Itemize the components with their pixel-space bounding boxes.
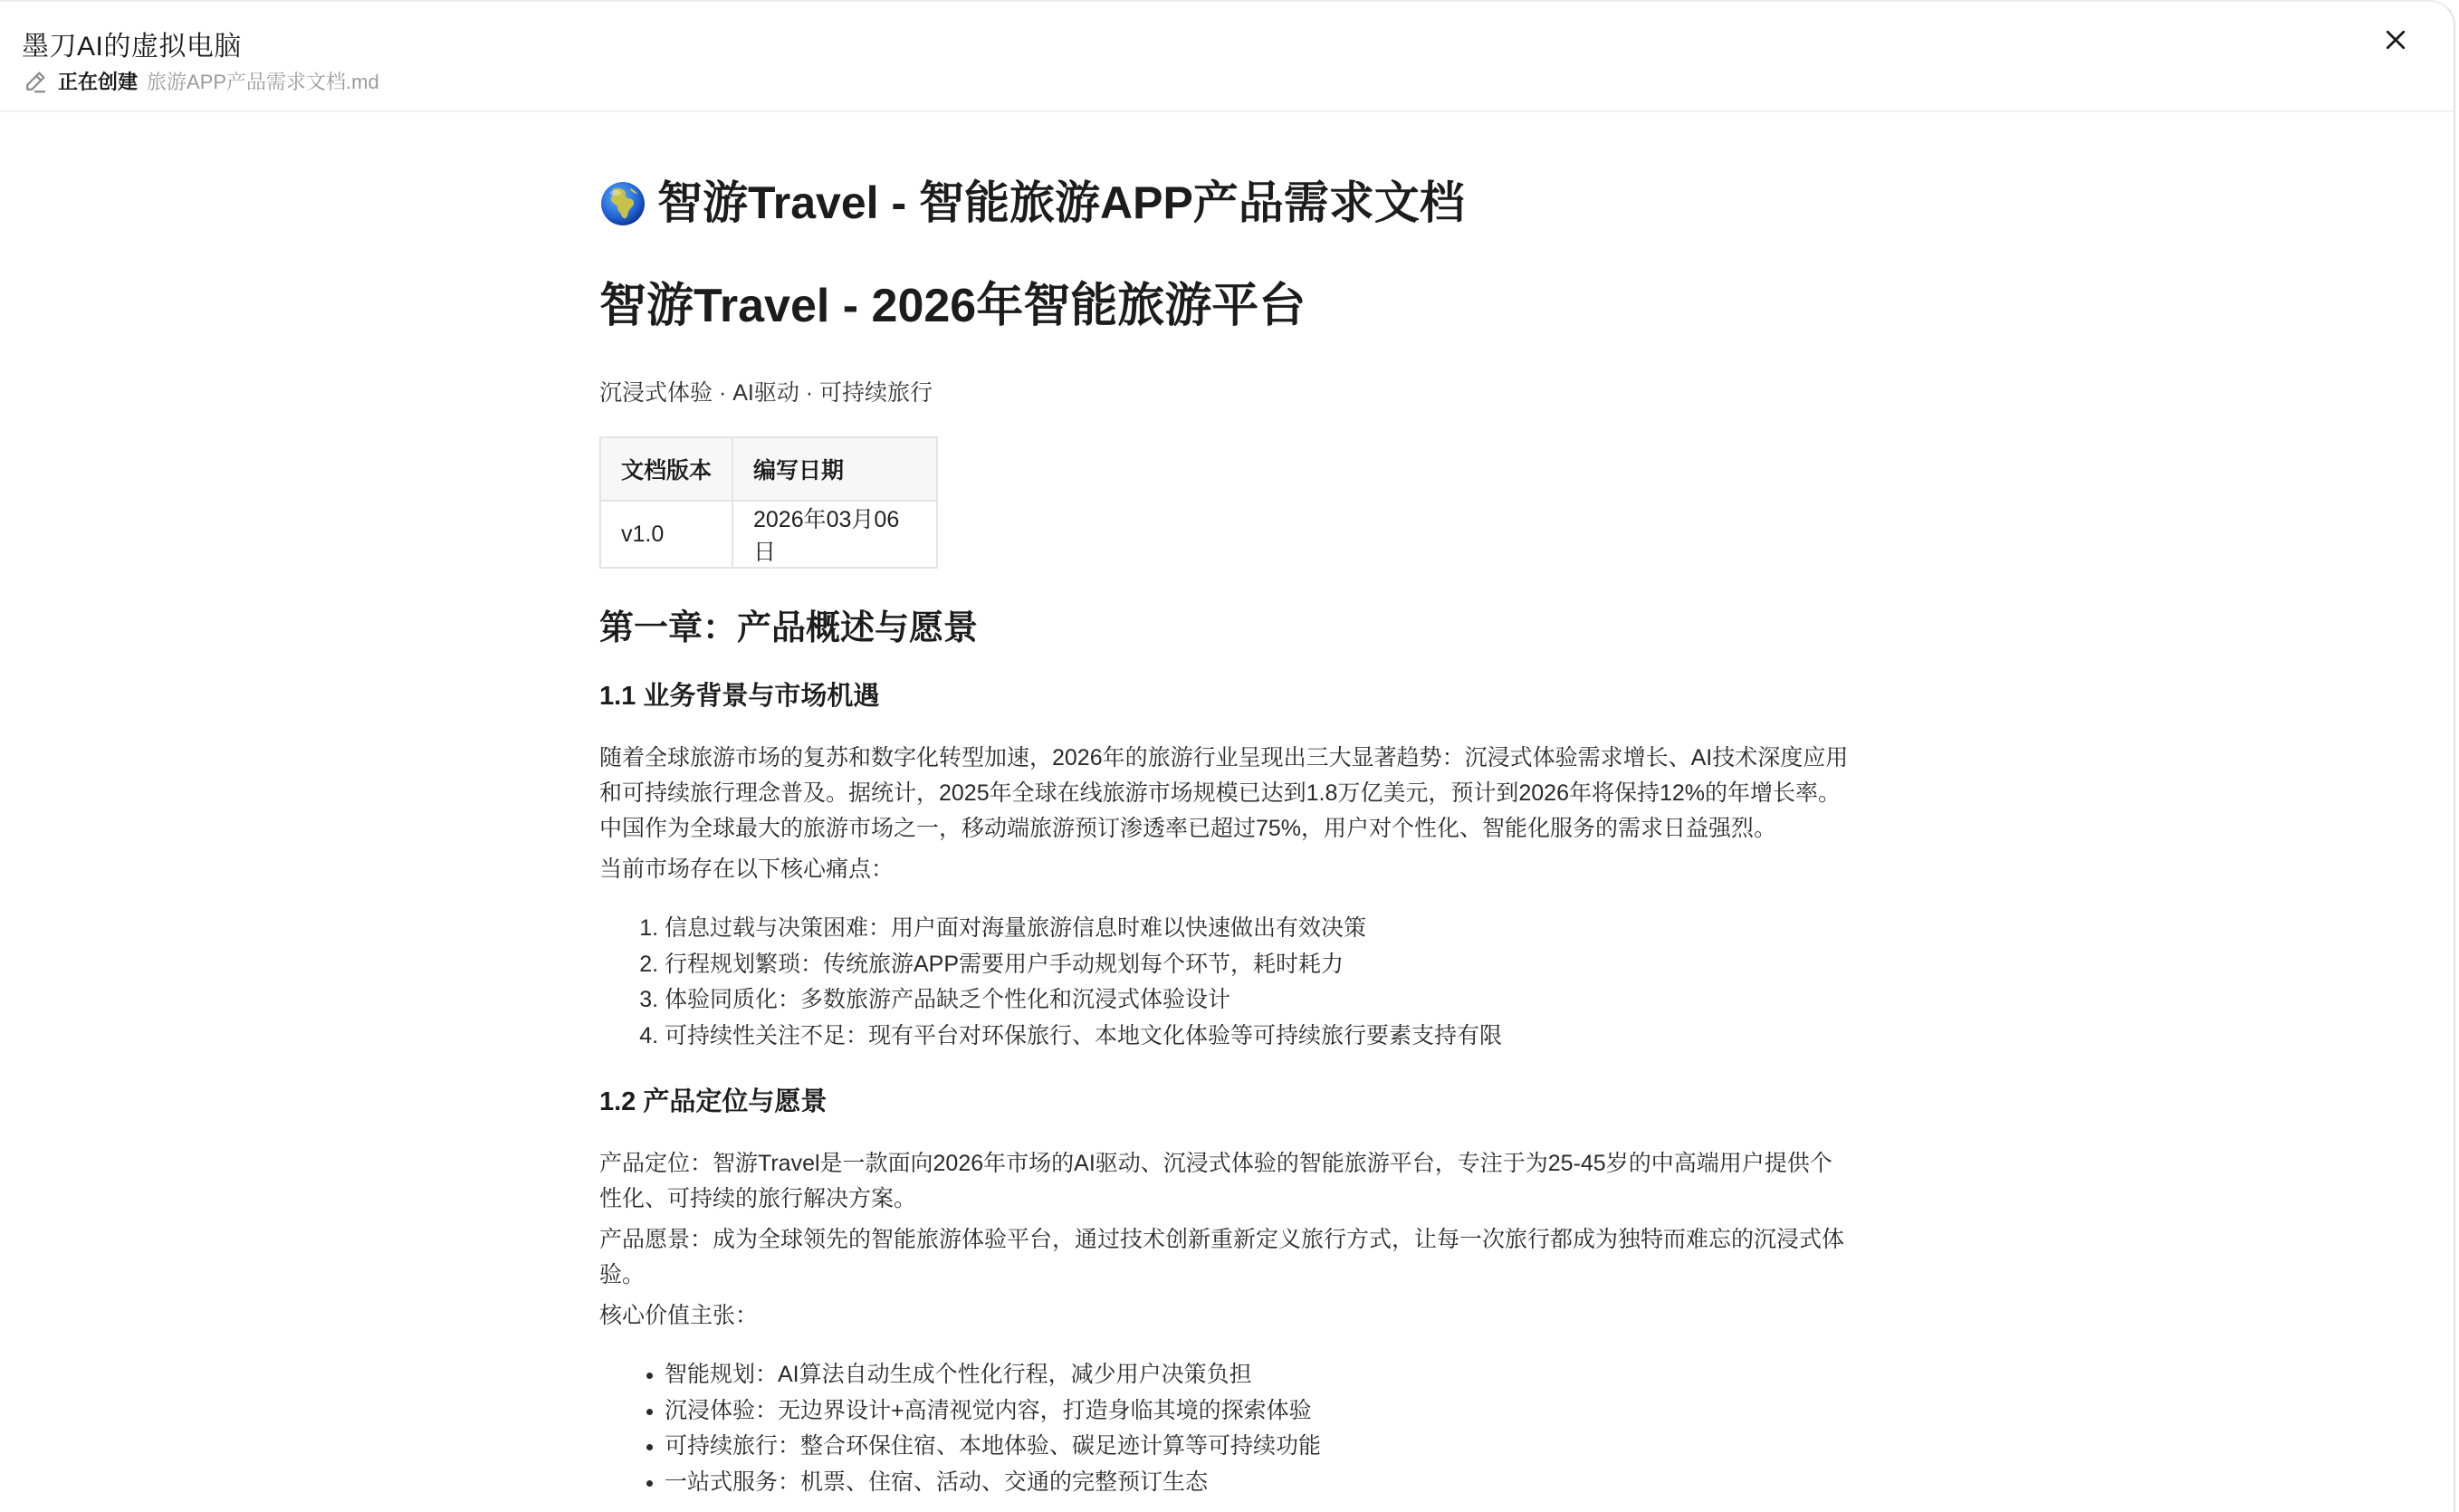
file-name: 旅游APP产品需求文档.md <box>147 71 379 93</box>
list-item: • 一站式服务：机票、住宿、活动、交通的完整预订生态 <box>665 1465 1849 1501</box>
list-item: • 沉浸体验：无边界设计+高清视觉内容，打造身临其境的探索体验 <box>665 1393 1849 1430</box>
table-cell-version: v1.0 <box>600 501 732 568</box>
status-label: 正在创建 <box>58 71 139 93</box>
document-subtitle: 智游Travel - 2026年智能旅游平台 <box>599 280 1306 332</box>
close-icon <box>2382 26 2409 58</box>
paragraph: 产品定位：智游Travel是一款面向2026年市场的AI驱动、沉浸式体验的智能旅游平台，专注于为25-45岁的中高端用户提供个性化、可持续的旅行解决方案。 <box>599 1151 1832 1211</box>
paragraph: 核心价值主张： <box>599 1303 759 1328</box>
paragraph: 随着全球旅游市场的复苏和数字化转型加速，2026年的旅游行业呈现出三大显著趋势：沉浸式体验需求增长、AI技术深度应用和可持续旅行理念普及。据统计，2025年全球在线旅游市场规模已达到1.8万亿美元，预计到2026年将保持12%的年增长率。中国作为全球最大的旅游市场之一，移动端旅游预订渗透率已超过75%，用户对个性化、智能化服务的需求日益强烈。 <box>599 745 1849 841</box>
section-heading: 1.2 产品定位与愿景 <box>599 1087 828 1116</box>
list-item: 4. 可持续性关注不足：现有平台对环保旅行、本地文化体验等可持续旅行要素支持有限 <box>665 1019 1849 1055</box>
list-item: 3. 体验同质化：多数旅游产品缺乏个性化和沉浸式体验设计 <box>665 982 1849 1019</box>
document-title-text: 智游Travel - 智能旅游APP产品需求文档 <box>657 177 1465 228</box>
value-list <box>599 1357 1849 1500</box>
list-item: 1. 信息过载与决策困难：用户面对海量旅游信息时难以快速做出有效决策 <box>665 911 1849 947</box>
document-meta-table <box>599 436 938 569</box>
table-row <box>600 501 937 568</box>
list-item: • 智能规划：AI算法自动生成个性化行程，减少用户决策负担 <box>665 1357 1849 1393</box>
paragraph: 产品愿景：成为全球领先的智能旅游体验平台，通过技术创新重新定义旅行方式，让每一次旅行都成为独特而难忘的沉浸式体验。 <box>599 1227 1845 1287</box>
chapter-heading: 第一章：产品概述与愿景 <box>599 609 979 647</box>
globe-icon <box>599 179 646 226</box>
table-header-row <box>600 437 937 501</box>
window-header <box>0 2 2454 112</box>
table-header: 编写日期 <box>732 437 937 501</box>
pain-points-list <box>599 911 1849 1054</box>
document-title <box>599 170 1849 235</box>
paragraph: 当前市场存在以下核心痛点： <box>599 856 895 882</box>
list-item: • 可持续旅行：整合环保住宿、本地体验、碳足迹计算等可持续功能 <box>665 1429 1849 1465</box>
window-title: 墨刀AI的虚拟电脑 <box>22 32 242 62</box>
section-heading: 1.1 业务背景与市场机遇 <box>599 682 880 711</box>
close-button[interactable] <box>2379 25 2412 58</box>
creation-status <box>22 67 379 95</box>
tagline: 沉浸式体验 · AI驱动 · 可持续旅行 <box>599 380 933 406</box>
document-content <box>599 138 1849 1500</box>
table-header: 文档版本 <box>600 437 732 501</box>
pencil-icon <box>22 68 49 95</box>
list-item: 2. 行程规划繁琐：传统旅游APP需要用户手动规划每个环节，耗时耗力 <box>665 947 1849 983</box>
table-cell-date: 2026年03月06日 <box>732 501 937 568</box>
